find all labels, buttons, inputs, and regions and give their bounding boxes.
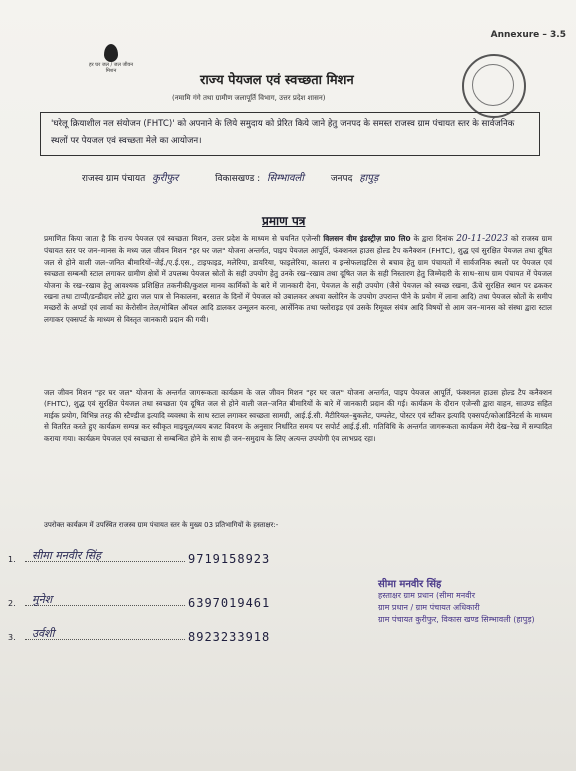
participant-number: 2. [8,599,16,608]
har-ghar-jal-logo [86,44,136,74]
certificate-paragraph-1 [44,233,552,325]
mission-title: राज्य पेयजल एवं स्वच्छता मिशन [200,73,354,88]
participant-row [8,593,271,610]
stamp-name: सीमा मनवीर सिंह [378,579,442,590]
participant-phone: 9719158923 [188,552,271,566]
emblem-inner-ring [472,64,514,106]
gram-panchayat-label: राजस्व ग्राम पंचायत [82,174,146,184]
stamp-line-2: ग्राम प्रधान / ग्राम पंचायत अधिकारी [378,603,480,612]
district-label: जनपद [330,174,353,184]
participant-number: 1. [8,555,16,564]
block-label: विकासखण्ड : [215,174,261,184]
pradhan-stamp [378,576,574,626]
stamp-line-3: ग्राम पंचायत कुरीफुर, विकास खण्ड सिम्भावली (हापुड़) [378,615,535,624]
logo-tagline: हर घर जल / जल जीवन मिशन [88,62,134,74]
participant-signature: उर्वशी [32,627,55,640]
block-value: सिम्भावली [267,173,304,184]
department-subtitle: (नमामि गंगे तथा ग्रामीण जलापूर्ति विभाग, उत्तर प्रदेश शासन) [172,94,326,102]
gram-panchayat-value: कुरीफुर [152,173,179,184]
participant-phone: 6397019461 [188,596,271,610]
para1-body: को राजस्व ग्राम पंचायत स्तर पर जन–मानस के मध्य जल जीवन मिशन "हर घर जल" योजना अन्तर्गत, पाइप पेयजल आपूर्ति, फंक्शनल हाउस होल्ड टैप कनैक्शन (FHTC), शुद्ध एवं सुरक्षित पेयजल तथा दूषित जल से होने वाली जल–जनित बीमारियों–जेई./ए.ई.एस., टाइफाइड, मलेरिया, डायरिया, फाइलेरिया, कालरा व इन्सेफलाइटिस से बचाव हेतु ग्राम पंचायतों में सार्वजनिक स्थलों पर पेयजल एवं स्वच्छता सम्बन्धी स्टाल लगाकर ग्रामीण क्षेत्रों में उपलब्ध पेयजल स्रोतों के सही उपयोग हेतु उनके रख–रखाव तथा दूषित जल के सही निस्तारण हेतु जिम्मेदारी के साथ–साथ ग्राम पंचायत में पेयजल योजना के रख–रखाव हेतु आवश्यक प्रशिक्षित तकनीकी/कुशल मानव कार्मिकों के बारे में जानकारी देना, पेयजल के सही उपयोग (जैसे पेयजल को स्वच्छ रखना, ऊँचे सुरक्षित स्थान पर ढककर रखना तथा टाप्पी/डन्डीदार लोटे द्वारा जल पात्र से निकालना, बरसात के दिनों में पेयजल को उबालकर अथवा क्लोरिन के उपयोग उपरान्त पीने के प्रयोग में लाना आदि) तथा पेयजल स्रोतों के समीप मच्छरों के अण्डों एवं लार्वा का केरोसीन तेल/मोबिल ऑयल आदि डालकर उन्मूलन करना, आर्सेनिक तथा फ्लोराइड एवं उसके रिमूवल संयंत्र आदि विषयों से आम जन–मानस को संस्था द्वारा स्टाल लगाकर एक्सपर्ट के माध्यम से विस्तृत जानकारी प्रदान की गयी। [44,234,552,324]
participant-number: 3. [8,633,16,642]
district-value: हापुड़ [359,173,379,184]
signatures-heading: उपरोक्त कार्यक्रम में उपस्थित राजस्व ग्राम पंचायत स्तर के मुख्य 03 प्रतिभागियों के हस्ताक्षर:- [44,521,279,529]
date-label: के द्वारा दिनांक [413,234,454,243]
stamp-line-1: हस्ताक्षर ग्राम प्रधान (सीमा मनवीर [378,591,475,600]
water-drop-icon [104,44,118,62]
location-row [82,170,382,184]
event-date: 20-11-2023 [456,234,509,244]
up-government-emblem-icon [462,54,526,118]
participant-phone: 8923233918 [188,630,271,644]
participant-row [8,549,271,566]
certificate-title: प्रमाण पत्र [262,214,306,228]
annexure-label: Annexure – 3.5 [490,30,566,40]
participant-signature: मुनेश [32,593,53,606]
para1-intro: प्रमाणित किया जाता है कि राज्य पेयजल एवं स्वच्छता मिशन, उत्तर प्रदेश के माध्यम से चयनित एजेन्सी [44,234,321,243]
participant-row [8,627,271,644]
agency-name: विलसन वीम इंडस्ट्रीज़ प्रा0 लि0 [323,234,411,243]
participant-signature: सीमा मनवीर सिंह [32,549,101,562]
certificate-paragraph-2: जल जीवन मिशन "हर घर जल" योजना के अन्तर्गत जागरूकता कार्यक्रम के जल जीवन मिशन "हर घर जल" योजना अन्तर्गत, पाइप पेयजल आपूर्ति, फंक्शनल हाउस होल्ड टैप कनैक्शन (FHTC), शुद्ध एवं सुरक्षित पेयजल तथा स्वच्छता एंव दूषित जल से होने वाली जल–जनित बीमारियों के बारे में जानकारी प्रदान की गई। कार्यक्रम के दौरान एजेन्सी द्वारा वाहन, साउण्ड सहित माईक प्रयोग, विभिन्न तरह की स्टैण्डीज इत्यादि व्यवस्था के साथ स्टाल लगाकर स्वच्छता सामग्री, आई.ई.सी. मैटीरियल–बुकलेट, पम्पलेट, पोस्टर एवं स्टीकर इत्यादि एक्सपर्ट/कोआर्डिनेटर्स के माध्यम से वितरित करते हुए कार्यक्रम सम्पन्न कर स्वीकृत माइयूल/व्यय बजट विवरण के अनुसार निर्धारित समय पर सपोर्ट आई.ई.सी. गतिविधि के अन्तर्गत जागरूकता कार्यक्रम मेरी देख–रेख में सम्पादित कराया गया। कार्यक्रम पेयजल एवं स्वच्छता से सम्बन्धित होने के साथ ही जन–समुदाय के लिए अत्यन्त उपयोगी एंव लाभप्रद रहा। [44,388,552,443]
event-description-box: 'घरेलू क्रियाशील नल संयोजन (FHTC)' को अपनाने के लिये समुदाय को प्रेरित किये जाने हेतु जनपद के समस्त राजस्व ग्राम पंचायत स्तर के सार्वजनिक स्थलों पर पेयजल एवं स्वच्छता मेले का आयोजन। [40,112,540,156]
